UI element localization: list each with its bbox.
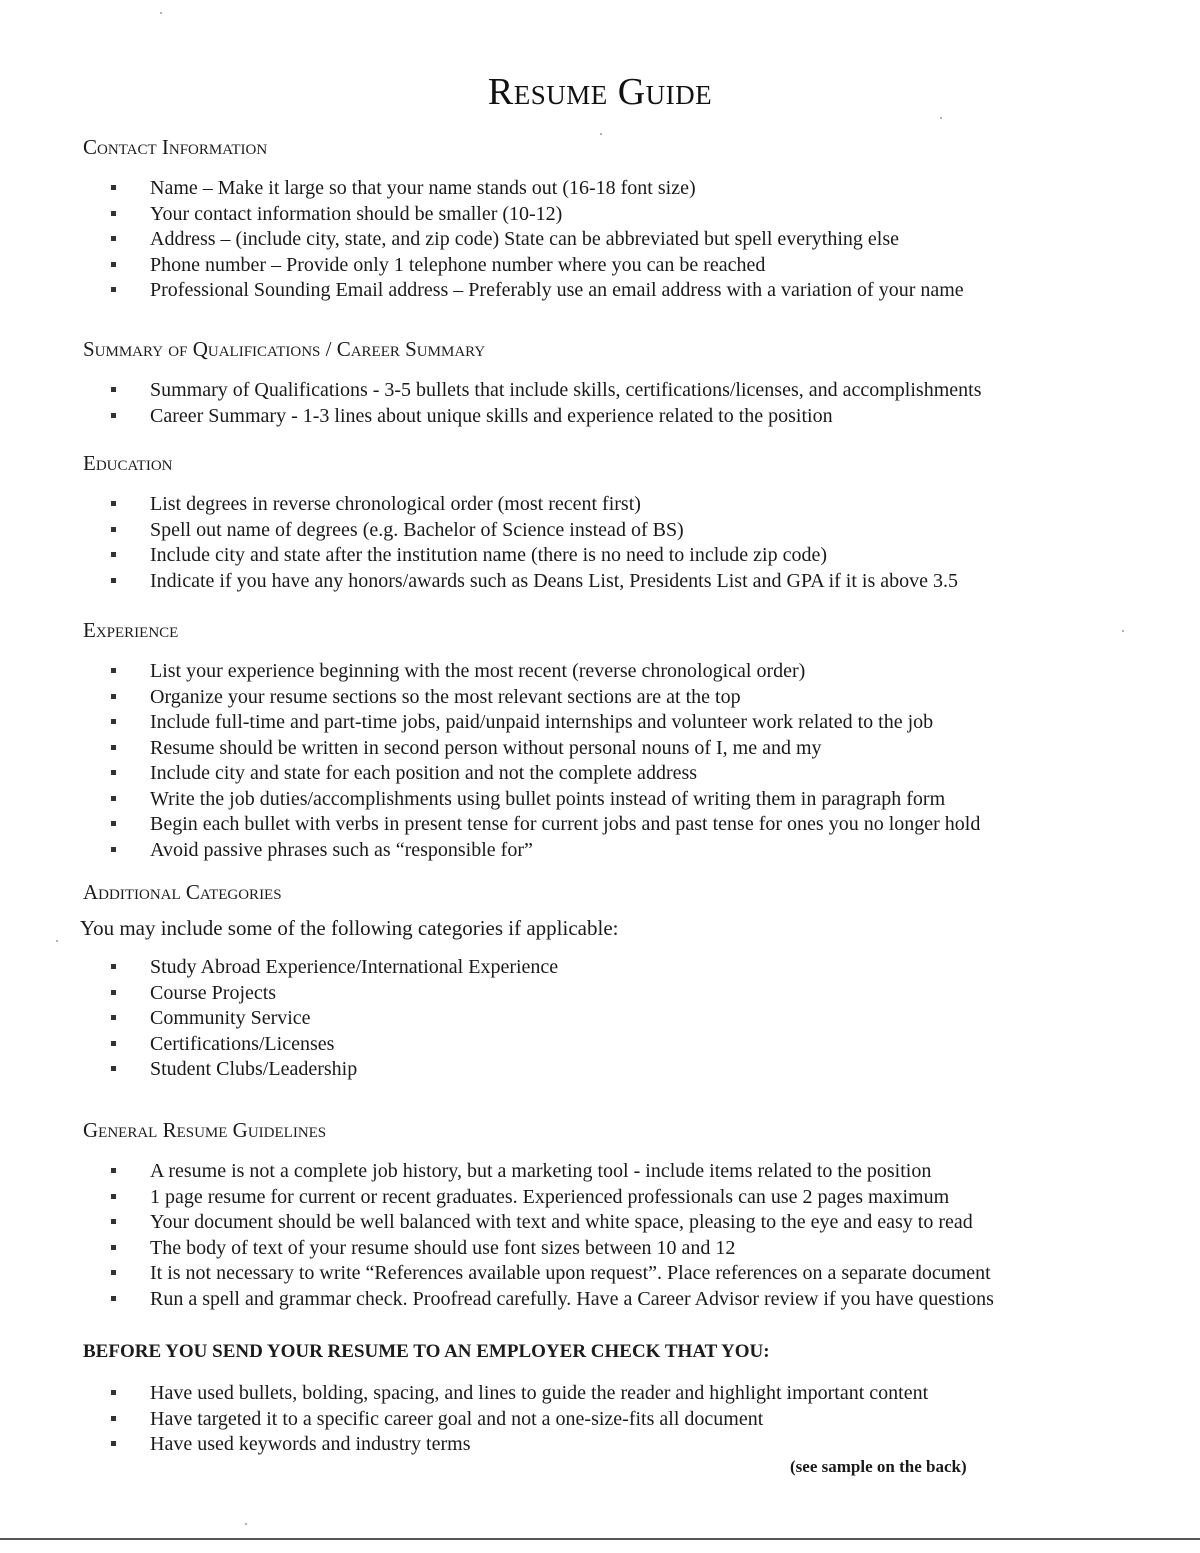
section-heading: Summary of Qualifications / Career Summary bbox=[83, 337, 486, 361]
bullet-list bbox=[80, 659, 1140, 863]
list-item: Write the job duties/accomplishments using bullet points instead of writing them in paragraph form bbox=[80, 787, 1140, 813]
section-summary-of-qualifications bbox=[80, 334, 1140, 429]
bullet-icon bbox=[111, 236, 116, 241]
bullet-icon bbox=[111, 821, 116, 826]
list-item: Your contact information should be smaller (10-12) bbox=[80, 202, 1140, 228]
section-intro: You may include some of the following categories if applicable: bbox=[80, 916, 619, 940]
section-heading: General Resume Guidelines bbox=[83, 1118, 327, 1142]
section-before-you-send bbox=[80, 1337, 1140, 1458]
bullet-icon bbox=[111, 1066, 116, 1071]
scan-speck bbox=[600, 133, 602, 135]
bullet-icon bbox=[111, 770, 116, 775]
bullet-icon bbox=[111, 1270, 116, 1275]
list-item: Course Projects bbox=[80, 981, 1140, 1007]
bullet-icon bbox=[111, 1194, 116, 1199]
bullet-icon bbox=[111, 964, 116, 969]
bullet-list bbox=[80, 378, 1140, 429]
list-item: Have used keywords and industry terms bbox=[80, 1432, 1140, 1458]
list-item: Include city and state after the institution name (there is no need to include zip code) bbox=[80, 543, 1140, 569]
bullet-icon bbox=[111, 1168, 116, 1173]
bullet-list bbox=[80, 1159, 1140, 1312]
bullet-icon bbox=[111, 847, 116, 852]
scan-speck bbox=[940, 117, 942, 119]
bullet-icon bbox=[111, 287, 116, 292]
scan-speck bbox=[1122, 630, 1124, 632]
bullet-list bbox=[80, 176, 1140, 304]
bullet-icon bbox=[111, 501, 116, 506]
bullet-icon bbox=[111, 211, 116, 216]
list-item: The body of text of your resume should use font sizes between 10 and 12 bbox=[80, 1236, 1140, 1262]
list-item: Organize your resume sections so the most relevant sections are at the top bbox=[80, 685, 1140, 711]
bullet-icon bbox=[111, 527, 116, 532]
bullet-icon bbox=[111, 1041, 116, 1046]
bullet-icon bbox=[111, 1219, 116, 1224]
list-item: Study Abroad Experience/International Experience bbox=[80, 955, 1140, 981]
list-item: Summary of Qualifications - 3-5 bullets that include skills, certifications/licenses, and accomplishments bbox=[80, 378, 1140, 404]
scan-speck bbox=[56, 940, 58, 942]
list-item: A resume is not a complete job history, but a marketing tool - include items related to the position bbox=[80, 1159, 1140, 1185]
list-item: Name – Make it large so that your name stands out (16-18 font size) bbox=[80, 176, 1140, 202]
list-item: Your document should be well balanced with text and white space, pleasing to the eye and easy to read bbox=[80, 1210, 1140, 1236]
list-item: Resume should be written in second person without personal nouns of I, me and my bbox=[80, 736, 1140, 762]
bullet-icon bbox=[111, 990, 116, 995]
bullet-icon bbox=[111, 1296, 116, 1301]
section-heading: BEFORE YOU SEND YOUR RESUME TO AN EMPLOYER CHECK THAT YOU: bbox=[83, 1341, 770, 1362]
bullet-list bbox=[80, 955, 1140, 1083]
section-additional-categories bbox=[80, 877, 1140, 1083]
section-heading: Education bbox=[83, 451, 173, 475]
list-item: Begin each bullet with verbs in present tense for current jobs and past tense for ones you no longer hold bbox=[80, 812, 1140, 838]
list-item: Have used bullets, bolding, spacing, and lines to guide the reader and highlight important content bbox=[80, 1381, 1140, 1407]
section-heading: Additional Categories bbox=[83, 880, 282, 904]
footnote: (see sample on the back) bbox=[790, 1457, 967, 1476]
bullet-icon bbox=[111, 1441, 116, 1446]
section-general-resume-guidelines bbox=[80, 1115, 1140, 1312]
bullet-list bbox=[80, 1381, 1140, 1458]
section-education bbox=[80, 448, 1140, 594]
bullet-icon bbox=[111, 719, 116, 724]
list-item: Spell out name of degrees (e.g. Bachelor of Science instead of BS) bbox=[80, 518, 1140, 544]
bullet-icon bbox=[111, 796, 116, 801]
list-item: 1 page resume for current or recent graduates. Experienced professionals can use 2 pages maximum bbox=[80, 1185, 1140, 1211]
scan-speck bbox=[245, 1523, 247, 1525]
bullet-icon bbox=[111, 1390, 116, 1395]
bullet-icon bbox=[111, 694, 116, 699]
list-item: Student Clubs/Leadership bbox=[80, 1057, 1140, 1083]
bullet-icon bbox=[111, 578, 116, 583]
list-item: List your experience beginning with the most recent (reverse chronological order) bbox=[80, 659, 1140, 685]
bullet-icon bbox=[111, 745, 116, 750]
bullet-icon bbox=[111, 387, 116, 392]
scan-speck bbox=[160, 12, 162, 14]
list-item: Address – (include city, state, and zip code) State can be abbreviated but spell everything else bbox=[80, 227, 1140, 253]
section-heading: Contact Information bbox=[83, 135, 268, 159]
bullet-icon bbox=[111, 552, 116, 557]
section-contact-information bbox=[80, 132, 1140, 304]
document-title: Resume Guide bbox=[487, 71, 713, 113]
list-item: Community Service bbox=[80, 1006, 1140, 1032]
bullet-icon bbox=[111, 262, 116, 267]
bullet-icon bbox=[111, 668, 116, 673]
bullet-icon bbox=[111, 1245, 116, 1250]
list-item: Include city and state for each position and not the complete address bbox=[80, 761, 1140, 787]
list-item: Avoid passive phrases such as “responsible for” bbox=[80, 838, 1140, 864]
list-item: List degrees in reverse chronological order (most recent first) bbox=[80, 492, 1140, 518]
list-item: Phone number – Provide only 1 telephone number where you can be reached bbox=[80, 253, 1140, 279]
bullet-icon bbox=[111, 413, 116, 418]
list-item: Professional Sounding Email address – Preferably use an email address with a variation of your name bbox=[80, 278, 1140, 304]
list-item: Career Summary - 1-3 lines about unique skills and experience related to the position bbox=[80, 404, 1140, 430]
list-item: Indicate if you have any honors/awards such as Deans List, Presidents List and GPA if it is above 3.5 bbox=[80, 569, 1140, 595]
bullet-icon bbox=[111, 1015, 116, 1020]
bullet-icon bbox=[111, 1416, 116, 1421]
section-heading: Experience bbox=[83, 618, 179, 642]
bullet-icon bbox=[111, 185, 116, 190]
list-item: Run a spell and grammar check. Proofread carefully. Have a Career Advisor review if you have questions bbox=[80, 1287, 1140, 1313]
list-item: Include full-time and part-time jobs, paid/unpaid internships and volunteer work related to the job bbox=[80, 710, 1140, 736]
list-item: Have targeted it to a specific career goal and not a one-size-fits all document bbox=[80, 1407, 1140, 1433]
list-item: It is not necessary to write “References available upon request”. Place references on a separate document bbox=[80, 1261, 1140, 1287]
list-item: Certifications/Licenses bbox=[80, 1032, 1140, 1058]
page-bottom-rule bbox=[0, 1538, 1200, 1540]
section-experience bbox=[80, 615, 1140, 863]
bullet-list bbox=[80, 492, 1140, 594]
